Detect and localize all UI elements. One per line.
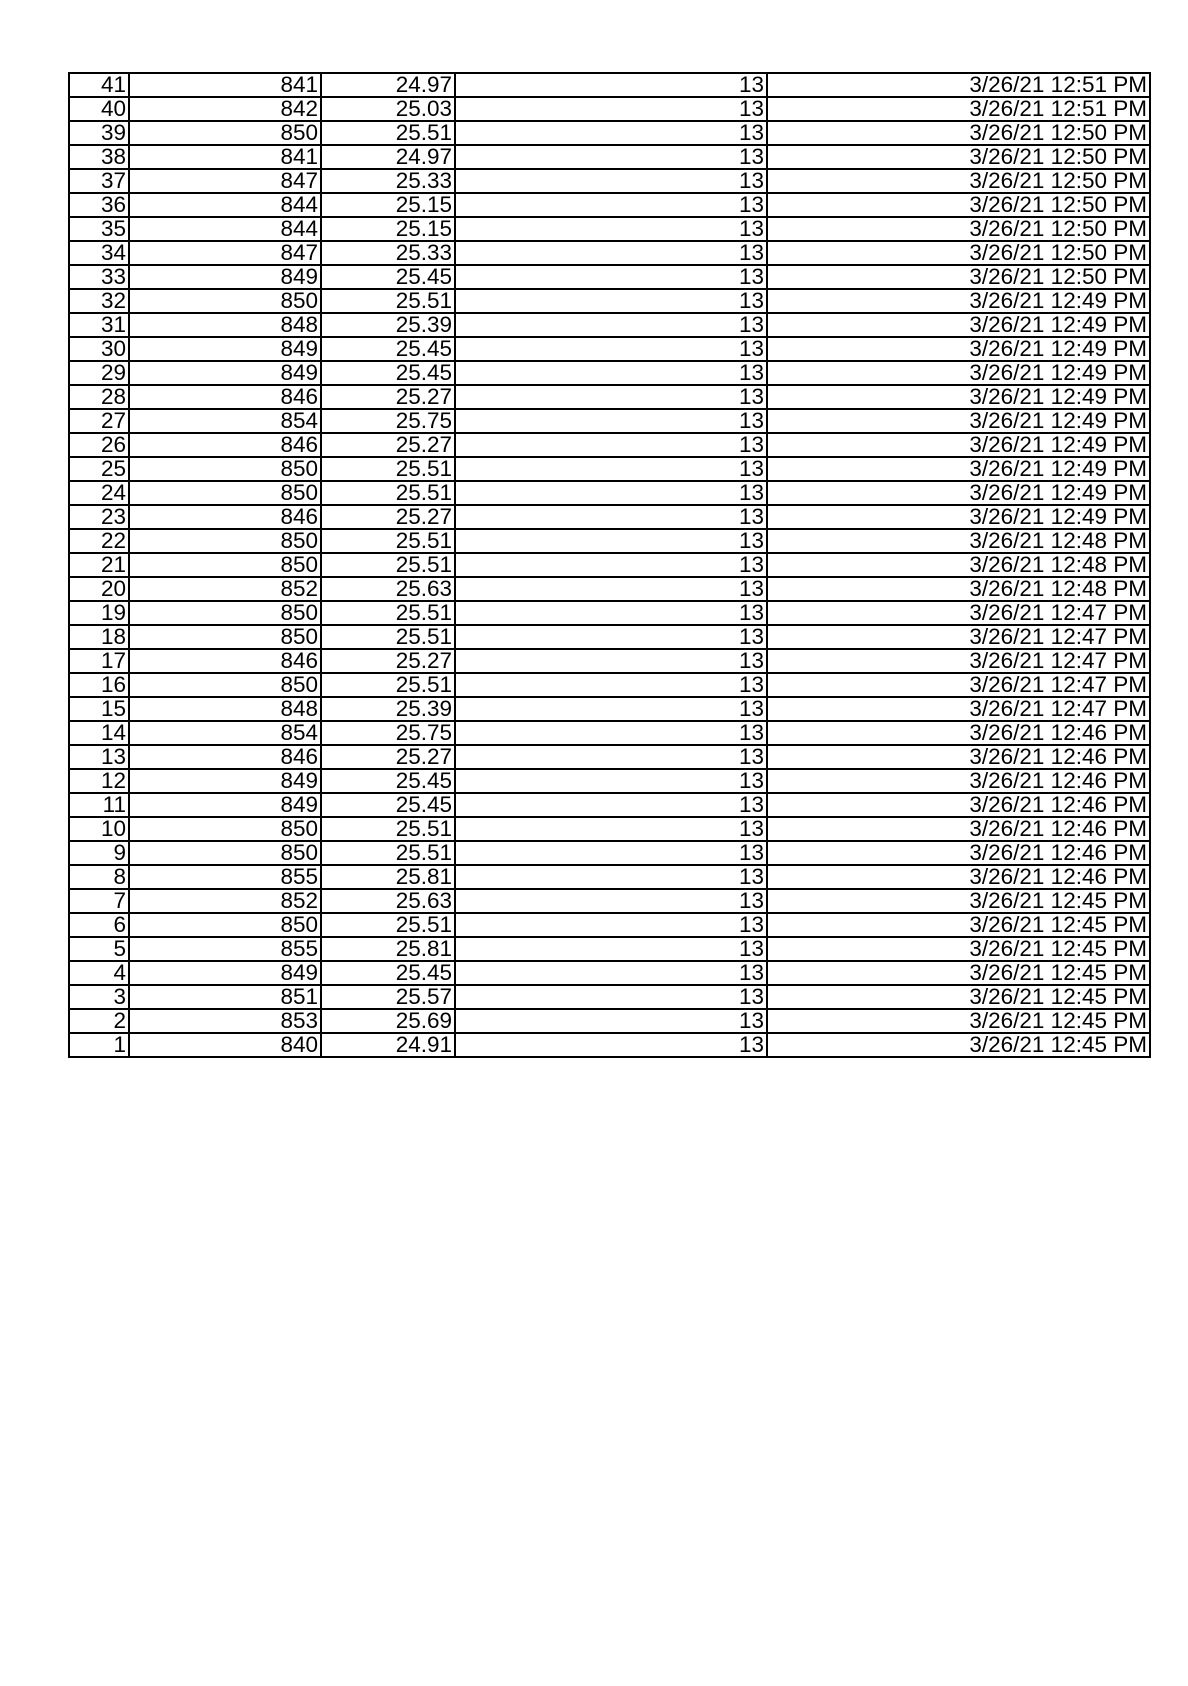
index-cell: 37 xyxy=(69,169,129,193)
timestamp-cell: 3/26/21 12:49 PM xyxy=(767,313,1150,337)
index-cell: 31 xyxy=(69,313,129,337)
timestamp-cell: 3/26/21 12:48 PM xyxy=(767,529,1150,553)
channel-cell: 13 xyxy=(455,841,767,865)
index-cell: 3 xyxy=(69,985,129,1009)
channel-cell: 13 xyxy=(455,121,767,145)
reading-cell: 846 xyxy=(129,649,321,673)
channel-cell: 13 xyxy=(455,673,767,697)
reading-cell: 850 xyxy=(129,481,321,505)
channel-cell: 13 xyxy=(455,1033,767,1057)
index-cell: 25 xyxy=(69,457,129,481)
index-cell: 4 xyxy=(69,961,129,985)
value-cell: 25.51 xyxy=(321,457,455,481)
table-row xyxy=(69,385,1150,409)
index-cell: 26 xyxy=(69,433,129,457)
table-row xyxy=(69,337,1150,361)
timestamp-cell: 3/26/21 12:47 PM xyxy=(767,649,1150,673)
timestamp-cell: 3/26/21 12:50 PM xyxy=(767,169,1150,193)
reading-cell: 847 xyxy=(129,241,321,265)
table-row xyxy=(69,625,1150,649)
timestamp-cell: 3/26/21 12:45 PM xyxy=(767,937,1150,961)
channel-cell: 13 xyxy=(455,889,767,913)
spreadsheet-page xyxy=(68,72,1149,1058)
value-cell: 25.51 xyxy=(321,121,455,145)
channel-cell: 13 xyxy=(455,385,767,409)
reading-cell: 844 xyxy=(129,193,321,217)
reading-cell: 848 xyxy=(129,697,321,721)
reading-cell: 850 xyxy=(129,289,321,313)
value-cell: 25.51 xyxy=(321,817,455,841)
value-cell: 25.45 xyxy=(321,793,455,817)
reading-cell: 841 xyxy=(129,73,321,97)
channel-cell: 13 xyxy=(455,649,767,673)
timestamp-cell: 3/26/21 12:47 PM xyxy=(767,673,1150,697)
reading-cell: 849 xyxy=(129,361,321,385)
table-row xyxy=(69,985,1150,1009)
timestamp-cell: 3/26/21 12:46 PM xyxy=(767,865,1150,889)
table-row xyxy=(69,745,1150,769)
table-row xyxy=(69,265,1150,289)
value-cell: 25.51 xyxy=(321,841,455,865)
table-row xyxy=(69,217,1150,241)
value-cell: 25.51 xyxy=(321,625,455,649)
index-cell: 24 xyxy=(69,481,129,505)
index-cell: 9 xyxy=(69,841,129,865)
index-cell: 14 xyxy=(69,721,129,745)
value-cell: 25.27 xyxy=(321,385,455,409)
channel-cell: 13 xyxy=(455,529,767,553)
index-cell: 1 xyxy=(69,1033,129,1057)
table-row xyxy=(69,697,1150,721)
reading-cell: 849 xyxy=(129,961,321,985)
reading-cell: 850 xyxy=(129,841,321,865)
channel-cell: 13 xyxy=(455,265,767,289)
table-row xyxy=(69,553,1150,577)
value-cell: 25.03 xyxy=(321,97,455,121)
index-cell: 33 xyxy=(69,265,129,289)
timestamp-cell: 3/26/21 12:49 PM xyxy=(767,337,1150,361)
index-cell: 15 xyxy=(69,697,129,721)
channel-cell: 13 xyxy=(455,457,767,481)
table-row xyxy=(69,409,1150,433)
channel-cell: 13 xyxy=(455,745,767,769)
reading-cell: 848 xyxy=(129,313,321,337)
timestamp-cell: 3/26/21 12:46 PM xyxy=(767,817,1150,841)
index-cell: 7 xyxy=(69,889,129,913)
value-cell: 25.51 xyxy=(321,481,455,505)
table-row xyxy=(69,145,1150,169)
channel-cell: 13 xyxy=(455,553,767,577)
channel-cell: 13 xyxy=(455,985,767,1009)
table-row xyxy=(69,97,1150,121)
reading-cell: 842 xyxy=(129,97,321,121)
value-cell: 25.81 xyxy=(321,937,455,961)
channel-cell: 13 xyxy=(455,697,767,721)
timestamp-cell: 3/26/21 12:50 PM xyxy=(767,121,1150,145)
timestamp-cell: 3/26/21 12:49 PM xyxy=(767,481,1150,505)
timestamp-cell: 3/26/21 12:47 PM xyxy=(767,697,1150,721)
table-row xyxy=(69,1009,1150,1033)
value-cell: 25.27 xyxy=(321,433,455,457)
channel-cell: 13 xyxy=(455,937,767,961)
channel-cell: 13 xyxy=(455,241,767,265)
index-cell: 13 xyxy=(69,745,129,769)
channel-cell: 13 xyxy=(455,193,767,217)
channel-cell: 13 xyxy=(455,145,767,169)
index-cell: 18 xyxy=(69,625,129,649)
value-cell: 25.51 xyxy=(321,529,455,553)
timestamp-cell: 3/26/21 12:51 PM xyxy=(767,97,1150,121)
index-cell: 38 xyxy=(69,145,129,169)
table-row xyxy=(69,673,1150,697)
table-row xyxy=(69,457,1150,481)
table-row xyxy=(69,169,1150,193)
timestamp-cell: 3/26/21 12:46 PM xyxy=(767,745,1150,769)
table-row xyxy=(69,889,1150,913)
table-row xyxy=(69,73,1150,97)
reading-cell: 841 xyxy=(129,145,321,169)
table-row xyxy=(69,937,1150,961)
timestamp-cell: 3/26/21 12:47 PM xyxy=(767,601,1150,625)
value-cell: 25.33 xyxy=(321,241,455,265)
reading-cell: 846 xyxy=(129,505,321,529)
table-row xyxy=(69,793,1150,817)
index-cell: 23 xyxy=(69,505,129,529)
index-cell: 2 xyxy=(69,1009,129,1033)
timestamp-cell: 3/26/21 12:46 PM xyxy=(767,769,1150,793)
index-cell: 10 xyxy=(69,817,129,841)
table-row xyxy=(69,193,1150,217)
value-cell: 25.75 xyxy=(321,409,455,433)
table-row xyxy=(69,841,1150,865)
value-cell: 25.81 xyxy=(321,865,455,889)
timestamp-cell: 3/26/21 12:50 PM xyxy=(767,241,1150,265)
value-cell: 25.63 xyxy=(321,577,455,601)
value-cell: 25.45 xyxy=(321,337,455,361)
index-cell: 40 xyxy=(69,97,129,121)
index-cell: 32 xyxy=(69,289,129,313)
channel-cell: 13 xyxy=(455,505,767,529)
table-row xyxy=(69,481,1150,505)
reading-cell: 849 xyxy=(129,793,321,817)
reading-cell: 847 xyxy=(129,169,321,193)
index-cell: 20 xyxy=(69,577,129,601)
value-cell: 25.27 xyxy=(321,745,455,769)
value-cell: 24.97 xyxy=(321,73,455,97)
timestamp-cell: 3/26/21 12:45 PM xyxy=(767,961,1150,985)
index-cell: 29 xyxy=(69,361,129,385)
timestamp-cell: 3/26/21 12:47 PM xyxy=(767,625,1150,649)
timestamp-cell: 3/26/21 12:48 PM xyxy=(767,577,1150,601)
timestamp-cell: 3/26/21 12:49 PM xyxy=(767,409,1150,433)
table-row xyxy=(69,505,1150,529)
channel-cell: 13 xyxy=(455,865,767,889)
table-row xyxy=(69,649,1150,673)
value-cell: 25.27 xyxy=(321,649,455,673)
reading-cell: 852 xyxy=(129,577,321,601)
index-cell: 34 xyxy=(69,241,129,265)
index-cell: 19 xyxy=(69,601,129,625)
table-row xyxy=(69,313,1150,337)
table-row xyxy=(69,865,1150,889)
reading-cell: 854 xyxy=(129,721,321,745)
channel-cell: 13 xyxy=(455,1009,767,1033)
index-cell: 41 xyxy=(69,73,129,97)
table-row xyxy=(69,913,1150,937)
timestamp-cell: 3/26/21 12:45 PM xyxy=(767,985,1150,1009)
value-cell: 25.63 xyxy=(321,889,455,913)
timestamp-cell: 3/26/21 12:49 PM xyxy=(767,505,1150,529)
table-row xyxy=(69,769,1150,793)
reading-cell: 850 xyxy=(129,673,321,697)
value-cell: 24.97 xyxy=(321,145,455,169)
index-cell: 30 xyxy=(69,337,129,361)
index-cell: 5 xyxy=(69,937,129,961)
reading-cell: 855 xyxy=(129,937,321,961)
channel-cell: 13 xyxy=(455,337,767,361)
table-row xyxy=(69,961,1150,985)
timestamp-cell: 3/26/21 12:51 PM xyxy=(767,73,1150,97)
table-row xyxy=(69,433,1150,457)
channel-cell: 13 xyxy=(455,769,767,793)
channel-cell: 13 xyxy=(455,409,767,433)
reading-cell: 850 xyxy=(129,529,321,553)
timestamp-cell: 3/26/21 12:48 PM xyxy=(767,553,1150,577)
timestamp-cell: 3/26/21 12:49 PM xyxy=(767,361,1150,385)
channel-cell: 13 xyxy=(455,97,767,121)
data-table xyxy=(68,72,1151,1058)
reading-cell: 849 xyxy=(129,265,321,289)
reading-cell: 854 xyxy=(129,409,321,433)
reading-cell: 846 xyxy=(129,745,321,769)
value-cell: 24.91 xyxy=(321,1033,455,1057)
value-cell: 25.27 xyxy=(321,505,455,529)
value-cell: 25.45 xyxy=(321,361,455,385)
timestamp-cell: 3/26/21 12:45 PM xyxy=(767,1009,1150,1033)
table-row xyxy=(69,121,1150,145)
index-cell: 36 xyxy=(69,193,129,217)
value-cell: 25.51 xyxy=(321,601,455,625)
timestamp-cell: 3/26/21 12:50 PM xyxy=(767,145,1150,169)
value-cell: 25.15 xyxy=(321,193,455,217)
reading-cell: 850 xyxy=(129,457,321,481)
value-cell: 25.69 xyxy=(321,1009,455,1033)
value-cell: 25.15 xyxy=(321,217,455,241)
index-cell: 11 xyxy=(69,793,129,817)
timestamp-cell: 3/26/21 12:46 PM xyxy=(767,721,1150,745)
timestamp-cell: 3/26/21 12:50 PM xyxy=(767,217,1150,241)
table-row xyxy=(69,289,1150,313)
index-cell: 6 xyxy=(69,913,129,937)
value-cell: 25.45 xyxy=(321,961,455,985)
index-cell: 17 xyxy=(69,649,129,673)
value-cell: 25.39 xyxy=(321,697,455,721)
value-cell: 25.39 xyxy=(321,313,455,337)
channel-cell: 13 xyxy=(455,361,767,385)
value-cell: 25.45 xyxy=(321,769,455,793)
timestamp-cell: 3/26/21 12:49 PM xyxy=(767,385,1150,409)
timestamp-cell: 3/26/21 12:45 PM xyxy=(767,1033,1150,1057)
table-body xyxy=(69,73,1150,1057)
timestamp-cell: 3/26/21 12:45 PM xyxy=(767,913,1150,937)
channel-cell: 13 xyxy=(455,73,767,97)
reading-cell: 853 xyxy=(129,1009,321,1033)
value-cell: 25.51 xyxy=(321,289,455,313)
index-cell: 8 xyxy=(69,865,129,889)
index-cell: 28 xyxy=(69,385,129,409)
timestamp-cell: 3/26/21 12:49 PM xyxy=(767,433,1150,457)
reading-cell: 846 xyxy=(129,433,321,457)
channel-cell: 13 xyxy=(455,793,767,817)
timestamp-cell: 3/26/21 12:46 PM xyxy=(767,793,1150,817)
channel-cell: 13 xyxy=(455,313,767,337)
table-row xyxy=(69,1033,1150,1057)
reading-cell: 846 xyxy=(129,385,321,409)
timestamp-cell: 3/26/21 12:49 PM xyxy=(767,457,1150,481)
channel-cell: 13 xyxy=(455,169,767,193)
reading-cell: 855 xyxy=(129,865,321,889)
table-row xyxy=(69,529,1150,553)
value-cell: 25.75 xyxy=(321,721,455,745)
reading-cell: 850 xyxy=(129,553,321,577)
timestamp-cell: 3/26/21 12:50 PM xyxy=(767,193,1150,217)
value-cell: 25.51 xyxy=(321,553,455,577)
index-cell: 39 xyxy=(69,121,129,145)
reading-cell: 849 xyxy=(129,769,321,793)
channel-cell: 13 xyxy=(455,961,767,985)
channel-cell: 13 xyxy=(455,433,767,457)
reading-cell: 850 xyxy=(129,625,321,649)
reading-cell: 840 xyxy=(129,1033,321,1057)
timestamp-cell: 3/26/21 12:45 PM xyxy=(767,889,1150,913)
value-cell: 25.33 xyxy=(321,169,455,193)
index-cell: 21 xyxy=(69,553,129,577)
table-row xyxy=(69,241,1150,265)
value-cell: 25.57 xyxy=(321,985,455,1009)
index-cell: 27 xyxy=(69,409,129,433)
index-cell: 22 xyxy=(69,529,129,553)
reading-cell: 851 xyxy=(129,985,321,1009)
table-row xyxy=(69,601,1150,625)
index-cell: 16 xyxy=(69,673,129,697)
value-cell: 25.51 xyxy=(321,913,455,937)
table-row xyxy=(69,361,1150,385)
timestamp-cell: 3/26/21 12:46 PM xyxy=(767,841,1150,865)
table-row xyxy=(69,577,1150,601)
channel-cell: 13 xyxy=(455,721,767,745)
table-row xyxy=(69,721,1150,745)
channel-cell: 13 xyxy=(455,577,767,601)
reading-cell: 852 xyxy=(129,889,321,913)
reading-cell: 850 xyxy=(129,601,321,625)
channel-cell: 13 xyxy=(455,481,767,505)
channel-cell: 13 xyxy=(455,625,767,649)
reading-cell: 850 xyxy=(129,913,321,937)
reading-cell: 850 xyxy=(129,121,321,145)
table-row xyxy=(69,817,1150,841)
channel-cell: 13 xyxy=(455,817,767,841)
channel-cell: 13 xyxy=(455,913,767,937)
index-cell: 12 xyxy=(69,769,129,793)
timestamp-cell: 3/26/21 12:49 PM xyxy=(767,289,1150,313)
reading-cell: 844 xyxy=(129,217,321,241)
timestamp-cell: 3/26/21 12:50 PM xyxy=(767,265,1150,289)
reading-cell: 850 xyxy=(129,817,321,841)
value-cell: 25.51 xyxy=(321,673,455,697)
channel-cell: 13 xyxy=(455,289,767,313)
index-cell: 35 xyxy=(69,217,129,241)
reading-cell: 849 xyxy=(129,337,321,361)
value-cell: 25.45 xyxy=(321,265,455,289)
channel-cell: 13 xyxy=(455,601,767,625)
channel-cell: 13 xyxy=(455,217,767,241)
